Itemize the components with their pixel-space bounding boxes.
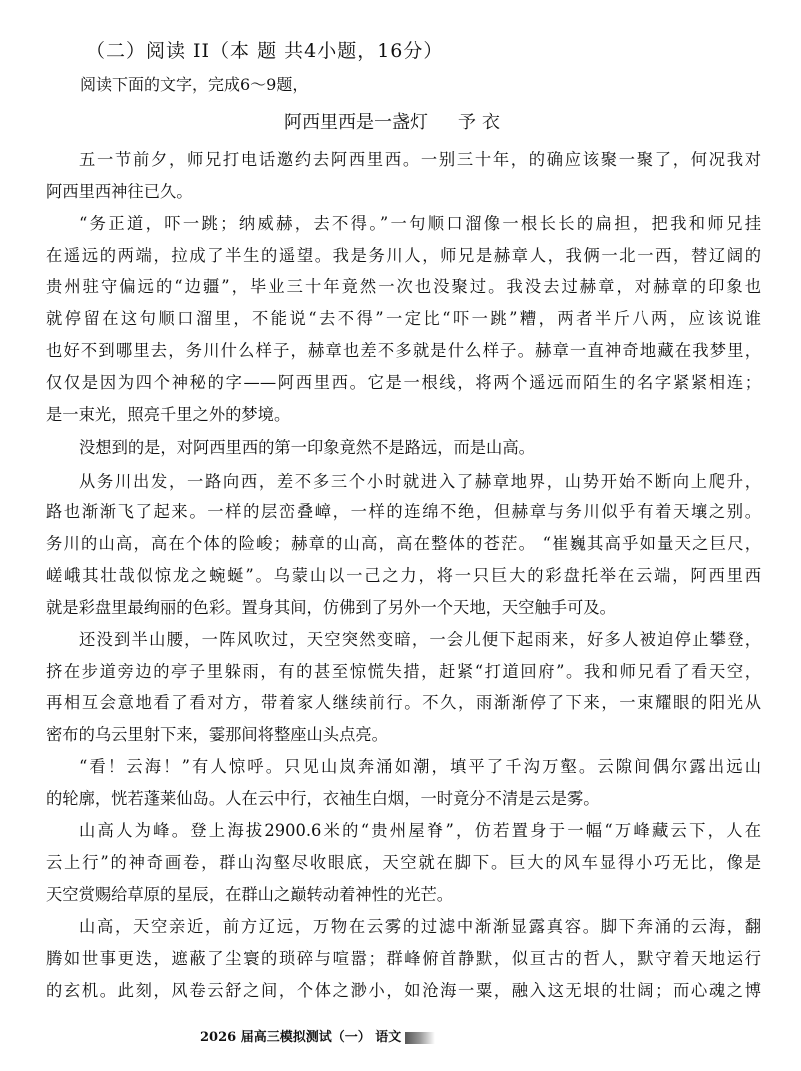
section-title: （二）阅读 II（本 题 共4小题，16分） (86, 40, 444, 62)
text-line: 云上行”的神奇画卷，群山沟壑尽收眼底，天空就在脚下。巨大的风车显得小巧无比，像是 (46, 853, 761, 872)
text-line: 五一节前夕，师兄打电话邀约去阿西里西。一别三十年，的确应该聚一聚了，何况我对 (79, 150, 761, 169)
page-footer (200, 1026, 435, 1045)
text-line: 仅仅是因为四个神秘的字——阿西里西。它是一根线，将两个遥远而陌生的名字紧紧相连； (46, 373, 761, 392)
instruction: 阅读下面的文字，完成6～9题， (80, 75, 309, 94)
text-line: 山高，天空亲近，前方辽远，万物在云雾的过滤中渐渐显露真容。脚下奔涌的云海，翻 (79, 917, 761, 936)
text-line: 路也渐渐飞了起来。一样的层峦叠嶂，一样的连绵不绝，但赫章与务川似乎有着天壤之别。 (46, 502, 761, 521)
text-line: 从务川出发，一路向西，差不多三个小时就进入了赫章地界，山势开始不断向上爬升， (79, 472, 761, 491)
text-line: “务正道，吓一跳；纳威赫，去不得。”一句顺口溜像一根长长的扁担，把我和师兄挂 (79, 214, 761, 233)
text-line: 山高人为峰。登上海拔2900.6米的“贵州屋脊”，仿若置身于一幅“万峰藏云下，人在 (79, 821, 761, 840)
article-author: 予衣 (458, 112, 506, 133)
text-line: “看！云海！”有人惊呼。只见山岚奔涌如潮，填平了千沟万壑。云隙间偶尔露出远山 (79, 757, 761, 776)
text-line: 密布的乌云里射下来，霎那间将整座山头点亮。 (46, 725, 388, 744)
text-line: 是一束光，照亮千里之外的梦境。 (46, 405, 291, 424)
text-line: 也好不到哪里去，务川什么样子，赫章也差不多就是什么样子。赫章一直神奇地藏在我梦里， (46, 341, 761, 360)
text-line: 务川的山高，高在个体的险峻；赫章的山高，高在整体的苍茫。 “崔巍其高乎如量天之巨尺， (46, 534, 761, 553)
text-line: 没想到的是，对阿西里西的第一印象竟然不是路远，而是山高。 (79, 438, 535, 457)
article-title: 阿西里西是一盏灯 (284, 112, 428, 133)
scan-smudge (405, 1032, 435, 1044)
text-line: 就是彩盘里最绚丽的色彩。置身其间，仿佛到了另外一个天地，天空触手可及。 (46, 598, 616, 617)
text-line: 还没到半山腰，一阵风吹过，天空突然变暗，一会儿便下起雨来，好多人被迫停止攀登， (79, 630, 761, 649)
text-line: 贵州驻守偏远的“边疆”，毕业三十年竟然一次也没聚过。我没去过赫章，对赫章的印象也 (46, 277, 761, 296)
text-line: 腾如世事更迭，遮蔽了尘寰的琐碎与喧嚣；群峰俯首静默，似亘古的哲人，默守着天地运行 (46, 949, 761, 968)
text-line: 就停留在这句顺口溜里，不能说“去不得”一定比“吓一跳”糟，两者半斤八两，应该说谁 (46, 309, 761, 328)
text-line: 在遥远的两端，拉成了半生的遥望。我是务川人，师兄是赫章人，我俩一北一西，替辽阔的 (46, 246, 761, 265)
article-title-block (284, 108, 506, 134)
text-line: 嵯峨其壮哉似惊龙之蜿蜒”。乌蒙山以一己之力，将一只巨大的彩盘托举在云端，阿西里西 (46, 566, 761, 585)
text-line: 天空赏赐给草原的星辰，在群山之巅转动着神性的光芒。 (46, 885, 454, 904)
text-line: 的轮廓，恍若蓬莱仙岛。人在云中行，衣袖生白烟，一时竟分不清是云是雾。 (46, 789, 600, 808)
text-line: 的玄机。此刻，风卷云舒之间，个体之渺小，如沧海一粟，融入这无垠的壮阔；而心魂之博 (46, 981, 761, 1000)
text-line: 再相互会意地看了看对方，带着家人继续前行。不久，雨渐渐停了下来，一束耀眼的阳光从 (46, 693, 761, 712)
text-line: 挤在步道旁边的亭子里躲雨，有的甚至惊慌失措，赶紧“打道回府”。我和师兄看了看天空， (46, 662, 761, 681)
footer-text: 2026 届高三模拟测试（一） 语文 (200, 1030, 402, 1045)
text-line: 阿西里西神往已久。 (46, 182, 193, 201)
